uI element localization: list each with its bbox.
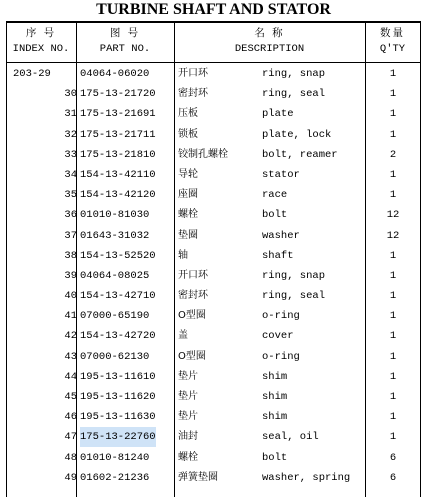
table-row	[0, 367, 427, 387]
quantity-cell: 1	[389, 431, 397, 444]
header-index-zh: 序 号	[25, 27, 57, 39]
part-number-cell: 04064-06020	[80, 68, 150, 80]
header-description-en: DESCRIPTION	[234, 43, 305, 55]
description-zh-cell: 盖	[178, 330, 188, 342]
description-zh-cell: 铰制孔螺栓	[178, 148, 228, 160]
description-en-cell: shim	[262, 411, 288, 424]
quantity-cell: 1	[389, 310, 397, 323]
table-row	[0, 125, 427, 145]
header-part-zh: 图 号	[109, 27, 141, 39]
part-number-cell: 195-13-11630	[80, 411, 156, 424]
part-number-cell: 154-13-42720	[80, 330, 156, 343]
description-en-cell: plate	[262, 108, 294, 121]
description-zh-cell: 轴	[178, 249, 188, 261]
description-en-cell: o-ring	[262, 310, 300, 323]
description-zh-cell: O型圈	[178, 310, 206, 322]
header-divider	[6, 62, 420, 63]
quantity-cell: 1	[389, 391, 397, 403]
description-en-cell: bolt	[262, 209, 288, 222]
description-zh-cell: 垫片	[178, 370, 198, 382]
index-cell: 33	[64, 148, 77, 161]
description-en-cell: washer	[262, 229, 300, 242]
description-en-cell: race	[262, 189, 288, 202]
description-en-cell: plate, lock	[262, 128, 332, 141]
table-row	[0, 266, 427, 286]
description-en-cell: ring, snap	[262, 269, 326, 282]
table-row	[0, 407, 427, 427]
description-zh-cell: 垫片	[178, 411, 198, 423]
quantity-cell: 1	[389, 68, 397, 80]
quantity-cell: 1	[389, 88, 397, 101]
index-cell: 40	[64, 290, 77, 303]
header-qty	[365, 25, 420, 57]
header-description-zh: 名 称	[254, 27, 285, 39]
table-row	[0, 246, 427, 266]
part-number-cell: 195-13-11620	[80, 391, 156, 403]
quantity-cell: 12	[386, 229, 400, 242]
description-zh-cell: 开口环	[178, 68, 208, 79]
table-row	[0, 185, 427, 205]
description-en-cell: shaft	[262, 249, 294, 262]
table-row	[0, 104, 427, 124]
part-number-cell: 175-13-21691	[80, 108, 156, 121]
description-en-cell: seal, oil	[262, 431, 319, 444]
description-zh-cell: 压板	[178, 108, 198, 120]
description-en-cell: stator	[262, 168, 300, 181]
description-en-cell: ring, snap	[262, 68, 326, 80]
index-cell: 43	[64, 350, 77, 363]
part-number-cell: 07000-62130	[80, 350, 150, 363]
quantity-cell: 1	[389, 168, 397, 181]
table-row	[0, 145, 427, 165]
index-cell: 39	[64, 269, 77, 282]
index-cell: 42	[64, 330, 77, 343]
index-cell: 30	[64, 88, 77, 101]
table-row	[0, 347, 427, 367]
part-number-cell: 01602-21236	[80, 471, 150, 484]
part-number-cell: 175-13-21810	[80, 148, 156, 161]
part-number-cell-selected[interactable]: 175-13-22760	[80, 427, 156, 447]
quantity-cell: 1	[389, 411, 397, 424]
header-part	[76, 25, 174, 57]
description-en-cell: washer, spring	[262, 471, 351, 484]
part-number-cell: 195-13-11610	[80, 370, 156, 383]
header-index	[6, 25, 76, 57]
index-cell: 35	[64, 189, 77, 202]
table-row	[0, 84, 427, 104]
quantity-cell: 6	[389, 471, 397, 484]
quantity-cell: 2	[389, 148, 397, 161]
quantity-cell: 1	[389, 370, 397, 383]
part-number-cell: 175-13-21720	[80, 88, 156, 101]
table-row	[0, 326, 427, 346]
header-qty-en: Q'TY	[379, 43, 406, 55]
description-zh-cell: 螺栓	[178, 209, 198, 221]
description-zh-cell: 弹簧垫圈	[178, 471, 218, 483]
part-number-cell: 175-13-21711	[80, 128, 156, 141]
part-number-cell: 154-13-52520	[80, 249, 156, 262]
description-zh-cell: 垫圈	[178, 229, 198, 241]
index-cell: 203-29	[13, 68, 51, 80]
index-cell: 41	[64, 310, 77, 323]
header-description	[174, 25, 365, 57]
description-en-cell: ring, seal	[262, 88, 326, 101]
quantity-cell: 1	[389, 108, 397, 121]
table-row	[0, 306, 427, 326]
part-number-cell: 154-13-42120	[80, 189, 156, 202]
quantity-cell: 1	[389, 249, 397, 262]
quantity-cell: 1	[389, 189, 397, 202]
description-en-cell: shim	[262, 391, 288, 403]
header-qty-zh: 数量	[380, 27, 405, 39]
index-cell: 45	[64, 391, 77, 403]
index-cell: 48	[64, 451, 77, 464]
part-number-cell: 154-13-42710	[80, 290, 156, 303]
description-zh-cell: 座圈	[178, 189, 198, 201]
description-zh-cell: 垫片	[178, 391, 198, 402]
description-en-cell: o-ring	[262, 350, 300, 363]
table-row	[0, 226, 427, 246]
description-en-cell: shim	[262, 370, 288, 383]
description-en-cell: bolt	[262, 451, 288, 464]
part-number-cell: 154-13-42110	[80, 168, 156, 181]
index-cell: 37	[64, 229, 77, 242]
quantity-cell: 1	[389, 290, 397, 303]
description-zh-cell: 密封环	[178, 88, 208, 100]
part-number-cell: 04064-08025	[80, 269, 150, 282]
quantity-cell: 1	[389, 350, 397, 363]
table-row	[0, 468, 427, 488]
index-cell: 46	[64, 411, 77, 424]
quantity-cell: 6	[389, 451, 397, 464]
table-row	[0, 64, 427, 84]
description-zh-cell: 锁板	[178, 128, 198, 140]
description-en-cell: cover	[262, 330, 294, 343]
index-cell: 36	[64, 209, 77, 222]
description-en-cell: bolt, reamer	[262, 148, 338, 161]
page-title: TURBINE SHAFT AND STATOR	[96, 1, 331, 18]
table-row	[0, 387, 427, 407]
table-row	[0, 427, 427, 447]
description-zh-cell: 密封环	[178, 290, 208, 302]
table-row	[0, 165, 427, 185]
table-row	[0, 286, 427, 306]
quantity-cell: 12	[386, 209, 400, 222]
description-en-cell: ring, seal	[262, 290, 326, 303]
header-index-en: INDEX NO.	[12, 43, 70, 55]
description-zh-cell: 导轮	[178, 168, 198, 180]
quantity-cell: 1	[389, 330, 397, 343]
quantity-cell: 1	[389, 269, 397, 282]
index-cell: 34	[64, 168, 77, 181]
part-number-cell: 01010-81240	[80, 451, 150, 464]
index-cell: 49	[64, 471, 77, 484]
parts-table-body	[0, 64, 427, 488]
index-cell: 31	[64, 108, 77, 121]
description-zh-cell: 螺栓	[178, 451, 198, 463]
part-number-cell: 07000-65190	[80, 310, 150, 323]
description-zh-cell: O型圈	[178, 350, 206, 362]
header-part-en: PART NO.	[99, 43, 151, 55]
index-cell: 38	[64, 249, 77, 262]
index-cell: 44	[64, 370, 77, 383]
index-cell: 32	[64, 128, 77, 141]
index-cell: 47	[64, 431, 77, 444]
description-zh-cell: 油封	[178, 431, 198, 443]
table-row	[0, 448, 427, 468]
table-row	[0, 205, 427, 225]
quantity-cell: 1	[389, 128, 397, 141]
part-number-cell: 01010-81030	[80, 209, 150, 222]
description-zh-cell: 开口环	[178, 269, 208, 281]
part-number-cell: 01643-31032	[80, 229, 150, 242]
